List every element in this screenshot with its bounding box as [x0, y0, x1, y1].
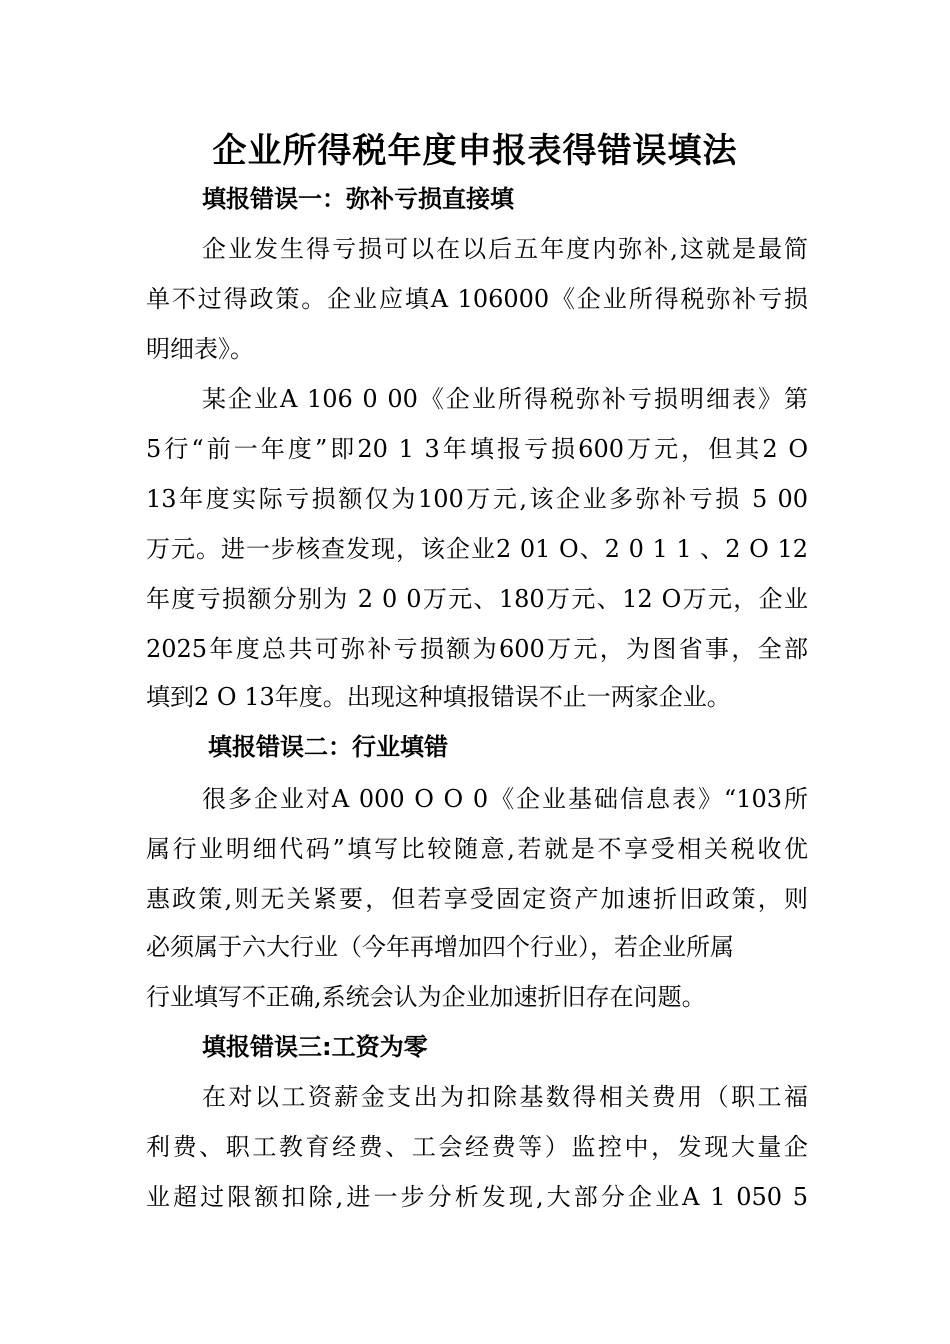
paragraph-line: 在对以工资薪金支出为扣除基数得相关费用（职工福 [202, 1083, 808, 1111]
paragraph-line: 单不过得政策。企业应填A 106000《企业所得税弥补亏损 [146, 285, 808, 313]
paragraph-line: 企业发生得亏损可以在以后五年度内弥补,这就是最简 [202, 235, 808, 263]
paragraph-line: 很多企业对A 000 O O 0《企业基础信息表》“103所 [202, 785, 808, 813]
paragraph-line: 2025年度总共可弥补亏损额为600万元，为图省事，全部 [146, 635, 808, 663]
document-title: 企业所得税年度申报表得错误填法 [212, 131, 738, 171]
paragraph-line: 年度亏损额分别为 2 0 0万元、180万元、12 O万元，企业 [146, 585, 808, 613]
paragraph-line: 万元。进一步核查发现，该企业2 01 O、2 0 1 1 、2 O 12 [146, 535, 808, 563]
paragraph-line: 行业填写不正确,系统会认为企业加速折旧存在问题。 [146, 983, 706, 1011]
paragraph-line: 业超过限额扣除,进一步分析发现,大部分企业A 1 050 5 [146, 1183, 808, 1211]
paragraph-line: 填到2 O 13年度。出现这种填报错误不止一两家企业。 [146, 683, 731, 711]
paragraph-line: 某企业A 106 0 00《企业所得税弥补亏损明细表》第 [202, 385, 808, 413]
paragraph-line: 13年度实际亏损额仅为100万元,该企业多弥补亏损 5 00 [146, 485, 808, 513]
paragraph-line: 惠政策,则无关紧要，但若享受固定资产加速折旧政策，则 [146, 885, 808, 913]
section-heading-3: 填报错误三:工资为零 [202, 1033, 428, 1061]
paragraph-line: 5行“前一年度”即20 1 3年填报亏损600万元，但其2 O [146, 435, 808, 463]
paragraph-line: 必须属于六大行业（今年再增加四个行业），若企业所属 [146, 933, 734, 961]
paragraph-line: 利费、职工教育经费、工会经费等）监控中，发现大量企 [146, 1133, 808, 1161]
section-heading-2: 填报错误二：行业填错 [208, 733, 448, 761]
paragraph-line: 明细表》。 [146, 335, 254, 363]
section-heading-1: 填报错误一：弥补亏损直接填 [202, 185, 514, 213]
paragraph-line: 属行业明细代码”填写比较随意,若就是不享受相关税收优 [146, 835, 808, 863]
